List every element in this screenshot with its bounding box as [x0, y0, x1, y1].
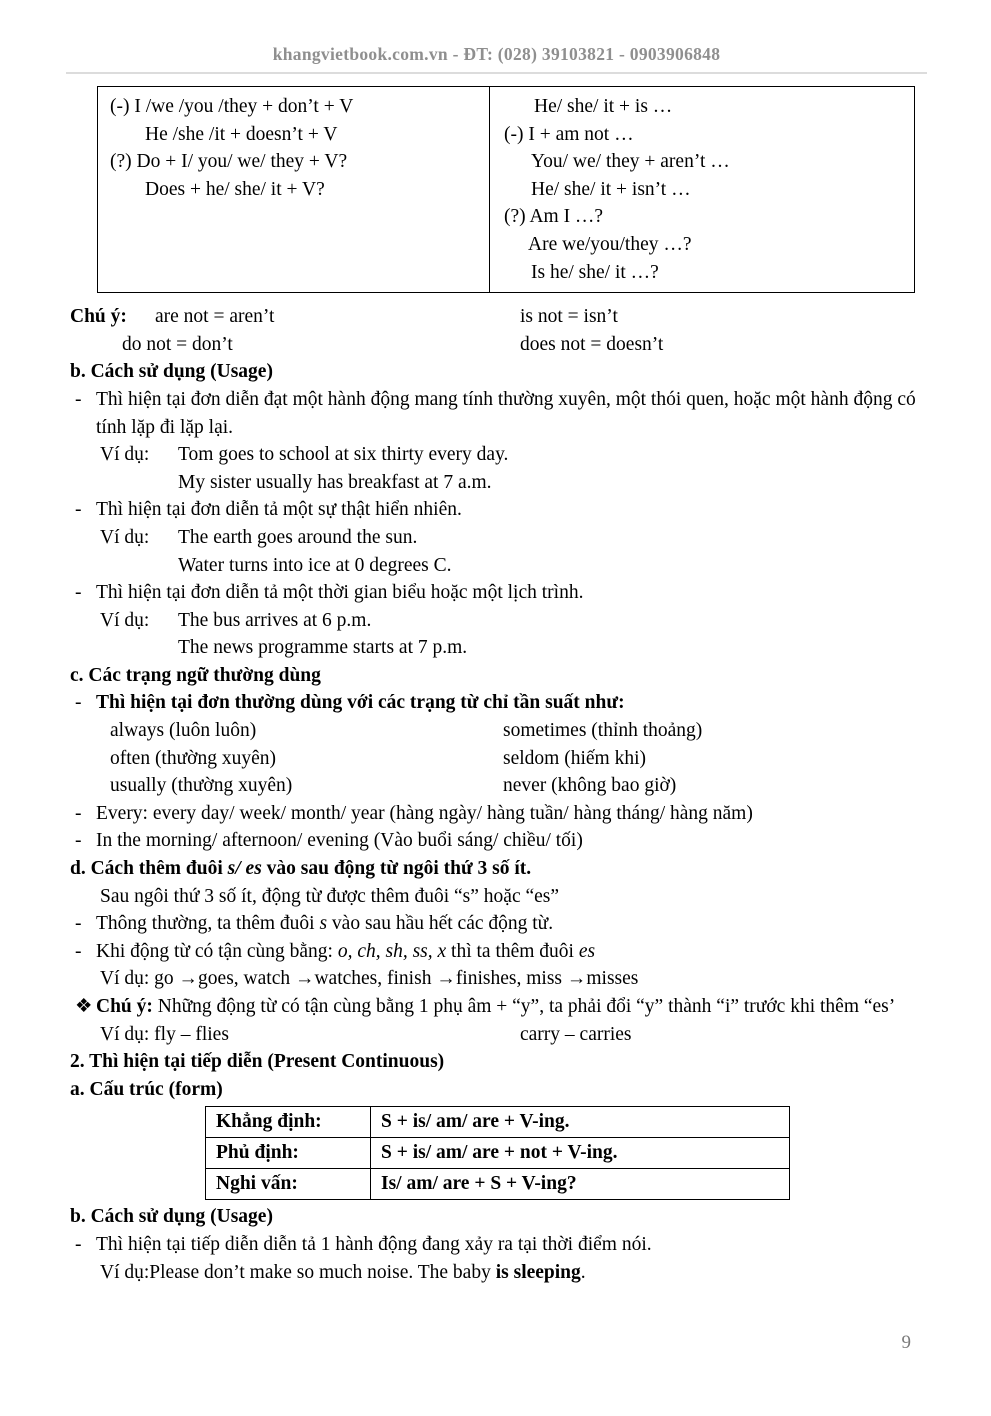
bullet-text: Every: every day/ week/ month/ year (hàng ngày/ hàng tuần/ hàng tháng/ hàng năm): [96, 802, 753, 824]
bullet-line: [70, 800, 923, 828]
section-heading-suffix: [70, 855, 923, 883]
adverb-cell: never (không bao giờ): [503, 775, 677, 797]
structure-label: Nghi vấn:: [206, 1169, 371, 1200]
adverb-row: [70, 717, 923, 745]
bullet-dash: -: [75, 830, 82, 852]
adverb-row: [70, 745, 923, 773]
bullet-dash: -: [75, 388, 82, 410]
section-heading-usage2: b. Cách sử dụng (Usage): [70, 1206, 273, 1228]
example-line: [70, 524, 923, 552]
note-line: [70, 993, 923, 1021]
diamond-bullet-icon: ❖: [75, 996, 93, 1017]
header-divider: [66, 72, 927, 74]
example-pair-row: [70, 1021, 923, 1049]
bullet-text: Thì hiện tại tiếp diễn diễn tả 1 hành động đang xảy ra tại thời điểm nói.: [96, 1233, 652, 1255]
page-number: 9: [901, 1332, 911, 1353]
section-heading-continuous: 2. Thì hiện tại tiếp diễn (Present Continuous): [70, 1051, 445, 1073]
example-text: carry – carries: [520, 1023, 632, 1045]
example-text: Water turns into ice at 0 degrees C.: [178, 554, 452, 576]
example-text: Ví dụ: go →goes, watch →watches, finish →finishes, miss →misses: [100, 968, 639, 990]
structure-value: S + is/ am/ are + not + V-ing.: [371, 1138, 790, 1169]
note-row: [70, 303, 923, 331]
bullet-line: [70, 1231, 923, 1259]
table-line: Is he/ she/ it …?: [531, 261, 659, 283]
text-run: .: [580, 1261, 586, 1283]
table-row: [206, 1107, 790, 1138]
bullet-dash: -: [75, 940, 82, 962]
heading-italic: s/ es: [227, 858, 262, 880]
bullet-text: Thì hiện tại đơn diễn tả một thời gian biểu hoặc một lịch trình.: [96, 582, 584, 604]
note-cell: are not = aren’t: [155, 306, 275, 328]
bullet-line: [70, 386, 923, 441]
text-run: Ví dụ:Please don’t make so much noise. The baby: [100, 1261, 496, 1283]
bullet-line: [70, 938, 923, 966]
note-cell: is not = isn’t: [520, 306, 618, 328]
bullet-line: [70, 827, 923, 855]
note-label: Chú ý:: [96, 996, 158, 1017]
adverb-cell: sometimes (thỉnh thoảng): [503, 720, 703, 742]
table-line: He /she /it + doesn’t + V: [145, 123, 338, 145]
text-run: Những động từ có tận cùng bằng 1 phụ âm + “y”, ta phải đổi “y” thành “i” trước khi thêm “es’: [157, 996, 896, 1017]
bullet-line: [70, 689, 923, 717]
example-line: [70, 965, 923, 993]
structure-label: Phủ định:: [206, 1138, 371, 1169]
bullet-dash: -: [75, 913, 82, 935]
note-cell: do not = don’t: [122, 333, 233, 355]
table-line: (-) I /we /you /they + don’t + V: [110, 96, 354, 117]
header-text: khangvietbook.com.vn - ĐT: (028) 39103821 - 0903906848: [272, 44, 721, 64]
italic-run: es: [578, 940, 596, 962]
bullet-line: [70, 496, 923, 524]
note-label: Chú ý:: [70, 306, 127, 328]
example-text: Ví dụ: fly – flies: [100, 1023, 229, 1045]
bold-run: is sleeping: [495, 1261, 581, 1283]
grammar-forms-table: [97, 86, 915, 293]
bullet-line: [70, 910, 923, 938]
table-line: You/ we/ they + aren’t …: [531, 151, 730, 173]
structure-value: S + is/ am/ are + V-ing.: [371, 1107, 790, 1138]
note-label-spacer: [70, 331, 122, 359]
bullet-text: Thì hiện tại đơn diễn đạt một hành động mang tính thường xuyên, một thói quen, hoặc một hành động có tính lặp đi lặp lại.: [96, 388, 916, 438]
bullet-text: Thì hiện tại đơn diễn tả một sự thật hiển nhiên.: [96, 499, 462, 521]
adverb-cell: usually (thường xuyên): [110, 775, 293, 797]
italic-run: s: [319, 913, 328, 935]
text-run: Thông thường, ta thêm đuôi: [96, 913, 320, 935]
example-text: The earth goes around the sun.: [178, 526, 418, 548]
example-line: [70, 441, 923, 469]
example-text: Tom goes to school at six thirty every day.: [178, 444, 509, 466]
bullet-dash: -: [75, 692, 82, 714]
page-header: [70, 42, 923, 66]
example-label: Ví dụ:: [100, 526, 150, 548]
table-line: (?) Do + I/ you/ we/ they + V?: [110, 151, 348, 173]
structure-table: [205, 1106, 790, 1200]
text-run: thì ta thêm đuôi: [446, 940, 579, 962]
bullet-dash: -: [75, 499, 82, 521]
body-line: [70, 883, 923, 911]
bullet-dash: -: [75, 582, 82, 604]
table-line: (-) I + am not …: [504, 123, 634, 145]
grammar-table-left-column: [98, 87, 490, 292]
table-line: Are we/you/they …?: [528, 233, 692, 255]
body-text: Sau ngôi thứ 3 số ít, động từ được thêm đuôi “s” hoặc “es”: [100, 885, 560, 907]
bullet-line: [70, 579, 923, 607]
section-heading-adverbs: c. Các trạng ngữ thường dùng: [70, 664, 321, 686]
adverb-cell: always (luôn luôn): [110, 720, 257, 742]
heading-text: d. Cách thêm đuôi: [70, 858, 228, 880]
example-text: The bus arrives at 6 p.m.: [178, 609, 372, 631]
adverb-row: [70, 772, 923, 800]
text-run: Khi động từ có tận cùng bằng:: [96, 940, 338, 962]
note-cell: does not = doesn’t: [520, 333, 664, 355]
example-line: [70, 552, 923, 580]
italic-run: o, ch, sh, ss, x: [337, 940, 447, 962]
grammar-table-right-column: [490, 87, 914, 292]
table-row: [206, 1138, 790, 1169]
example-text: The news programme starts at 7 p.m.: [178, 637, 468, 659]
note-row: [70, 331, 923, 359]
structure-label: Khẳng định:: [206, 1107, 371, 1138]
note-text: [96, 993, 923, 1021]
bullet-text: Thì hiện tại đơn thường dùng với các trạng từ chỉ tần suất như:: [96, 692, 625, 714]
heading-text: vào sau động từ ngôi thứ 3 số ít.: [261, 858, 532, 880]
table-line: (?) Am I …?: [504, 206, 604, 228]
text-run: vào sau hầu hết các động từ.: [327, 913, 554, 935]
table-line: He/ she/ it + is …: [534, 96, 673, 117]
example-line: [70, 607, 923, 635]
bullet-dash: -: [75, 802, 82, 824]
table-row: [206, 1169, 790, 1200]
adverb-cell: seldom (hiếm khi): [503, 747, 646, 769]
adverb-cell: often (thường xuyên): [110, 747, 277, 769]
example-label: Ví dụ:: [100, 444, 150, 466]
example-label: Ví dụ:: [100, 609, 150, 631]
bullet-dash: -: [75, 1233, 82, 1255]
example-text: My sister usually has breakfast at 7 a.m.: [178, 471, 492, 493]
section-heading-form: a. Cấu trúc (form): [70, 1078, 223, 1100]
bullet-text: In the morning/ afternoon/ evening (Vào buổi sáng/ chiều/ tối): [96, 830, 583, 852]
section-heading-usage: b. Cách sử dụng (Usage): [70, 361, 273, 383]
bullet-text: [96, 938, 923, 966]
example-line: [70, 469, 923, 497]
example-line: [70, 1259, 923, 1287]
table-line: He/ she/ it + isn’t …: [531, 178, 691, 200]
structure-value: Is/ am/ are + S + V-ing?: [371, 1169, 790, 1200]
example-line: [70, 634, 923, 662]
bullet-text: [96, 910, 923, 938]
table-line: Does + he/ she/ it + V?: [145, 178, 325, 200]
